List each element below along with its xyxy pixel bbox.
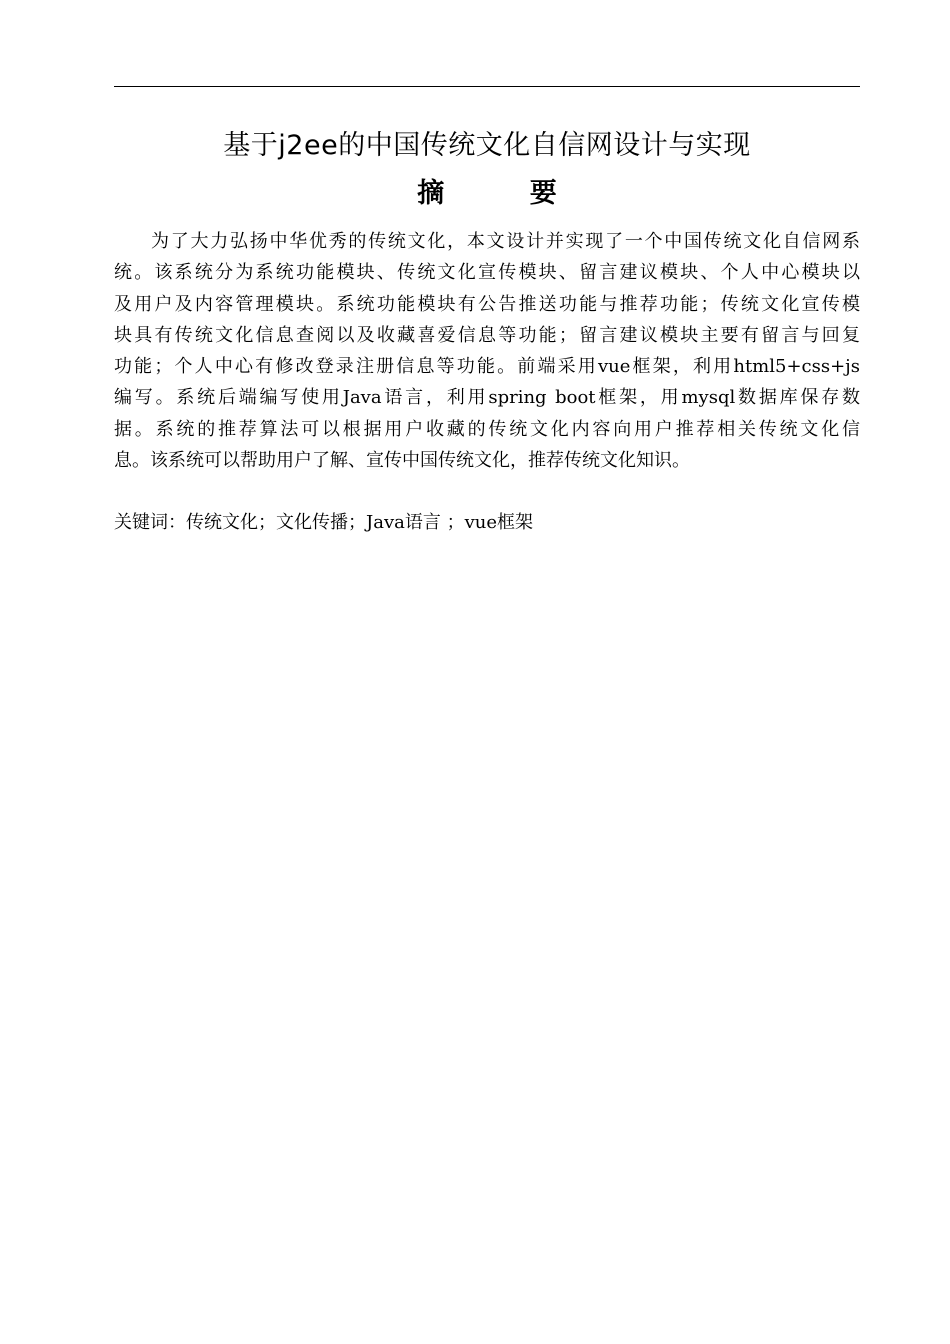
document-title: 基于j2ee的中国传统文化自信网设计与实现: [223, 130, 751, 161]
abstract-line: 块具有传统文化信息查阅以及收藏喜爱信息等功能；留言建议模块主要有留言与回复: [114, 324, 860, 346]
abstract-line: 编写。系统后端编写使用Java语言，利用spring boot框架，用mysql数据库保存数: [114, 387, 860, 409]
abstract-line: 及用户及内容管理模块。系统功能模块有公告推送功能与推荐功能；传统文化宣传模: [114, 293, 860, 315]
keywords-text: 传统文化；文化传播；Java语言 ；vue框架: [186, 512, 533, 533]
abstract-line: 统。该系统分为系统功能模块、传统文化宣传模块、留言建议模块、个人中心模块以: [114, 262, 860, 284]
abstract-line: 息。该系统可以帮助用户了解、宣传中国传统文化，推荐传统文化知识。: [114, 450, 690, 472]
header-rule: [114, 86, 860, 87]
abstract-body: [114, 226, 860, 476]
abstract-heading: 摘 要: [417, 178, 595, 209]
keywords-line: [114, 508, 860, 538]
keywords-label: 关键词：: [114, 512, 186, 533]
abstract-line: 功能；个人中心有修改登录注册信息等功能。前端采用vue框架，利用html5+css+js: [114, 356, 860, 378]
abstract-line: 为了大力弘扬中华优秀的传统文化，本文设计并实现了一个中国传统文化自信网系: [151, 231, 860, 252]
abstract-line: 据。系统的推荐算法可以根据用户收藏的传统文化内容向用户推荐相关传统文化信: [114, 418, 860, 440]
